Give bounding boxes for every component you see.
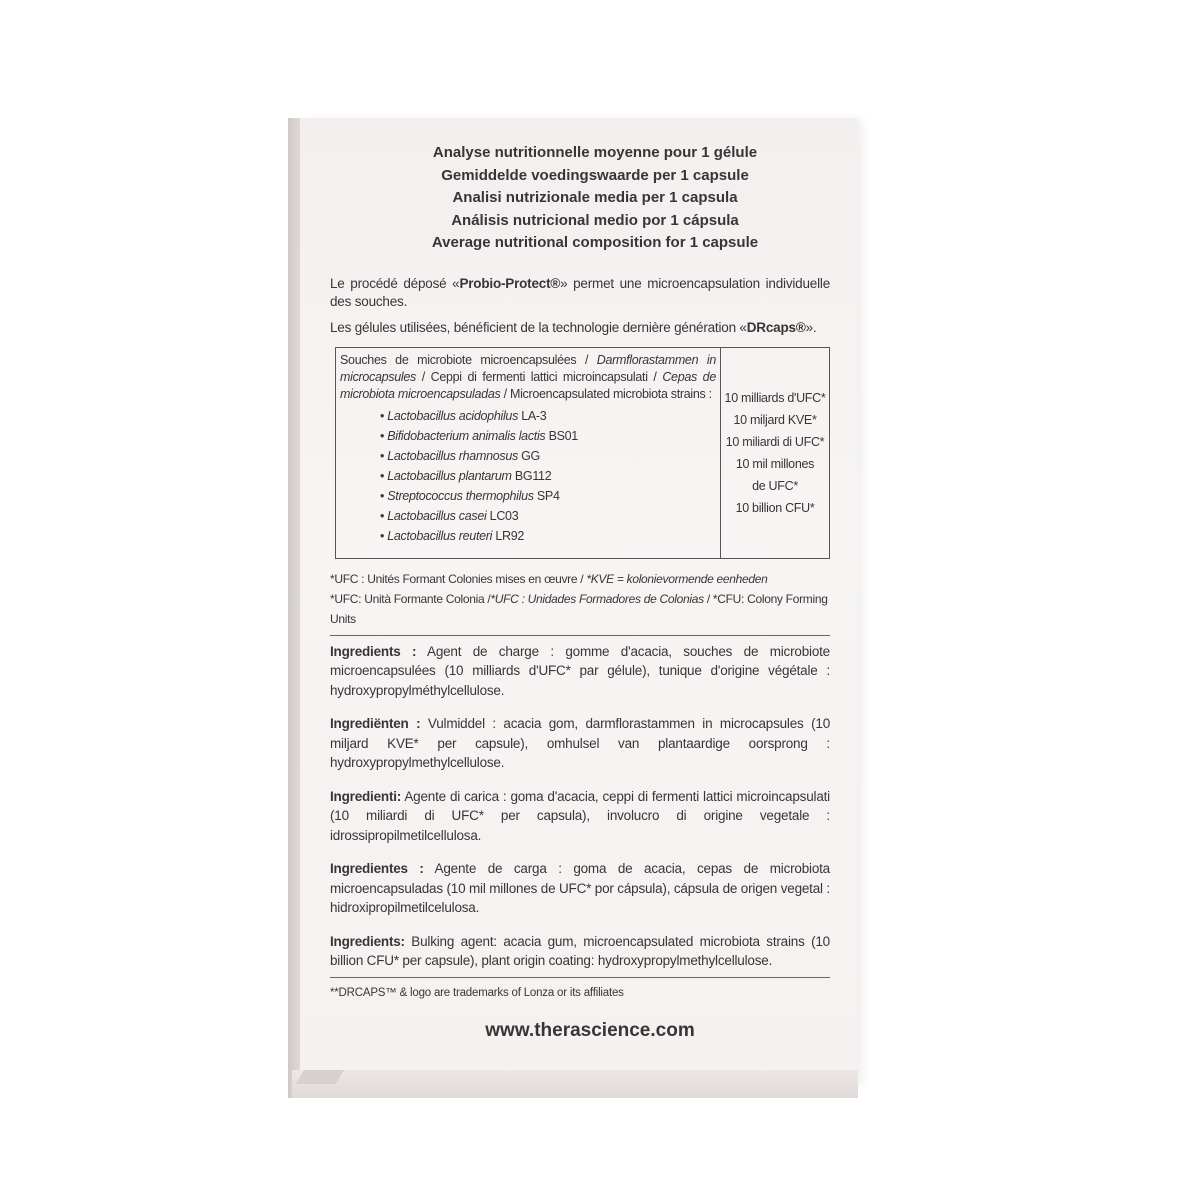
divider — [330, 635, 830, 636]
divider — [330, 977, 830, 978]
amount-en: 10 billion CFU* — [735, 500, 815, 515]
strain-table — [335, 347, 830, 559]
list-item: • Lactobacillus acidophilus LA-3 — [380, 408, 547, 423]
strain-description: Souches de microbiote microencapsulées / Darmflorastammen in microcapsules / Ceppi di fermenti lattici microincapsulati / Cepas de microbiota microencapsuladas / Microencapsulated microbiota strains : — [340, 352, 716, 401]
ingredients-section — [330, 642, 830, 971]
nutrition-headings — [360, 142, 830, 255]
intro-paragraph-2: Les gélules utilisées, bénéficient de la technologie dernière génération «DRcaps®». — [330, 319, 817, 335]
amount-fr: 10 milliards d'UFC* — [724, 390, 826, 405]
amount-es-line1: 10 mil millones — [735, 456, 815, 471]
ingredients-es: Ingredientes : Agente de carga : goma de acacia, cepas de microbiota microencapsuladas (10 mil millones de UFC* por cápsula), cápsula de origen vegetal : hidroxipropilmetilcelulosa. — [330, 861, 830, 915]
heading-fr: Analyse nutritionnelle moyenne pour 1 gélule — [432, 144, 758, 161]
box-bottom-flap — [292, 1070, 858, 1098]
list-item: • Lactobacillus casei LC03 — [380, 508, 519, 523]
label-content — [330, 140, 830, 1040]
probio-protect-brand: Probio-Protect® — [459, 275, 561, 291]
list-item: • Lactobacillus reuteri LR92 — [380, 528, 524, 543]
strain-amount-cell — [721, 348, 829, 558]
strain-list — [380, 406, 716, 546]
ingredients-nl: Ingrediënten : Vulmiddel : acacia gom, darmflorastammen in microcapsules (10 miljard KVE* per capsule), omhulsel van plantaardige oorsprong : hydroxypropylmethylcellulose. — [330, 716, 830, 770]
box-flap-fold — [296, 1070, 344, 1084]
amount-es-line2: de UFC* — [752, 478, 798, 493]
list-item: • Bifidobacterium animalis lactis BS01 — [380, 428, 578, 443]
ingredients-en: Ingredients: Bulking agent: acacia gum, microencapsulated microbiota strains (10 billion CFU* per capsule), plant origin coating: hydroxypropylmethylcellulose. — [330, 933, 830, 968]
list-item: • Streptococcus thermophilus SP4 — [380, 488, 560, 503]
footnotes — [330, 569, 830, 629]
intro-paragraph-1: Le procédé déposé «Probio-Protect®» permet une microencapsulation individuelle des souches. — [330, 275, 830, 309]
strain-description-cell — [336, 348, 721, 558]
list-item: • Lactobacillus rhamnosus GG — [380, 448, 540, 463]
ingredients-fr: Ingredients : Agent de charge : gomme d'acacia, souches de microbiote microencapsulées (10 milliards d'UFC* par gélule), tunique d'origine végétale : hydroxypropylméthylcellulose. — [330, 643, 830, 698]
heading-nl: Gemiddelde voedingswaarde per 1 capsule — [441, 166, 749, 184]
footnote-line-1: *UFC : Unités Formant Colonies mises en œuvre / *KVE = kolonievormende eenheden — [330, 571, 768, 586]
intro-text — [330, 275, 830, 337]
footnote-line-2: *UFC: Unità Formante Colonia /*UFC : Unidades Formadores de Colonias / *CFU: Colony Forming Units — [330, 591, 828, 626]
list-item: • Lactobacillus plantarum BG112 — [380, 468, 552, 483]
ingredients-it: Ingredienti: Agente di carica : goma d'acacia, ceppi di fermenti lattici microincapsulati (10 miliardi di UFC* per capsula), involucro di origine vegetale : idrossipropilmetilcellulosa. — [330, 788, 830, 843]
website-url: www.therascience.com — [485, 1019, 695, 1041]
drcaps-brand: DRcaps® — [746, 319, 806, 335]
heading-it: Analisi nutrizionale media per 1 capsula — [452, 189, 738, 206]
heading-en: Average nutritional composition for 1 capsule — [431, 234, 759, 251]
heading-es: Análisis nutricional medio por 1 cápsula — [451, 211, 739, 229]
amount-nl: 10 miljard KVE* — [733, 412, 817, 427]
trademark-notice: **DRCAPS™ & logo are trademarks of Lonza or its affiliates — [330, 986, 624, 999]
amount-it: 10 miliardi di UFC* — [725, 434, 825, 449]
